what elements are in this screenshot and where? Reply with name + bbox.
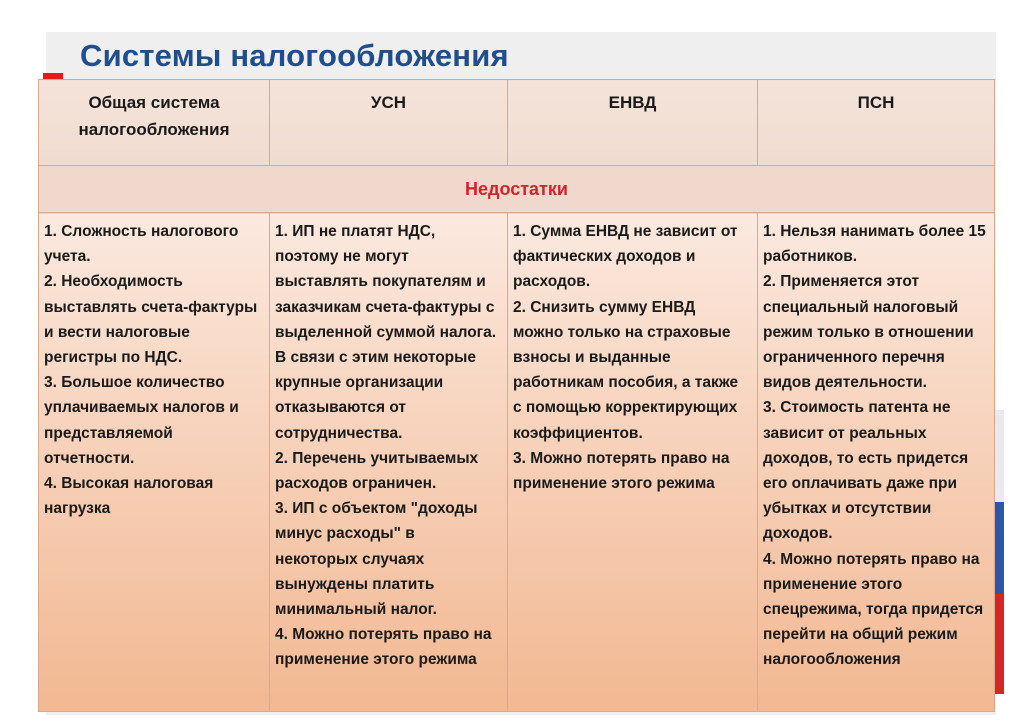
cell-envd-disadvantages: [508, 213, 758, 712]
text-line: доходов.: [763, 525, 833, 543]
text-line: доходов, то есть придется: [763, 449, 969, 467]
text-line: 2. Применяется этот: [763, 273, 920, 291]
tax-systems-table: [38, 79, 995, 712]
text-line: применение этого режима: [275, 651, 477, 669]
text-line: сотрудничества.: [275, 424, 403, 442]
text-line: минус расходы" в: [275, 525, 415, 543]
header-line: налогообложения: [78, 120, 230, 139]
text-line: поэтому не могут: [275, 248, 409, 266]
section-label-disadvantages: Недостатки: [39, 166, 995, 213]
text-line: режим только в отношении: [763, 323, 974, 341]
text-line: 2. Необходимость: [44, 273, 183, 291]
text-line: можно только на страховые: [513, 323, 731, 341]
flag-stripe-blue: [994, 502, 1004, 594]
text-line: 2. Снизить сумму ЕНВД: [513, 298, 696, 316]
header-cell-usn: [270, 80, 508, 166]
page-title: Системы налогообложения: [80, 38, 509, 73]
table-body-row: [39, 213, 995, 712]
text-line: вынуждены платить: [275, 575, 435, 593]
text-line: применение этого режима: [513, 475, 715, 493]
text-line: отчетности.: [44, 449, 135, 467]
text-line: выставлять счета-фактуры: [44, 298, 258, 316]
header-line: ЕНВД: [608, 93, 657, 112]
header-line: УСН: [370, 93, 407, 112]
header-cell-envd: [508, 80, 758, 166]
text-line: 3. Стоимость патента не: [763, 399, 951, 417]
text-line: ограниченного перечня: [763, 349, 945, 367]
text-line: крупные организации: [275, 374, 444, 392]
text-line: некоторых случаях: [275, 550, 425, 568]
text-line: 3. ИП с объектом "доходы: [275, 500, 478, 518]
text-line: 1. Сумма ЕНВД не зависит от: [513, 223, 738, 240]
text-line: 4. Можно потерять право на: [275, 626, 492, 644]
text-line: 4. Высокая налоговая: [44, 475, 214, 493]
header-cell-psn: [758, 80, 995, 166]
text-line: учета.: [44, 248, 91, 266]
text-line: применение этого: [763, 575, 903, 593]
text-line: В связи с этим некоторые: [275, 349, 477, 367]
text-line: нагрузка: [44, 500, 111, 518]
text-line: выделенной суммой налога.: [275, 323, 497, 341]
text-line: регистры по НДС.: [44, 349, 183, 367]
text-line: расходов.: [513, 273, 591, 291]
flag-stripe-white: [994, 410, 1004, 502]
text-line: выставлять покупателям и: [275, 273, 486, 291]
section-row: [39, 166, 995, 213]
text-line: работникам пособия, а также: [513, 374, 739, 392]
text-line: специальный налоговый: [763, 298, 959, 316]
text-line: его оплачивать даже при: [763, 475, 957, 493]
header-line: ПСН: [857, 93, 895, 112]
text-line: 2. Перечень учитываемых: [275, 449, 479, 467]
text-line: уплачиваемых налогов и: [44, 399, 239, 417]
text-line: с помощью корректирующих: [513, 399, 738, 417]
text-line: фактических доходов и: [513, 248, 696, 266]
text-line: 3. Можно потерять право на: [513, 449, 730, 467]
text-line: минимальный налог.: [275, 601, 437, 619]
text-line: работников.: [763, 248, 858, 266]
text-line: и вести налоговые: [44, 323, 190, 341]
text-line: расходов ограничен.: [275, 475, 437, 493]
cell-osno-disadvantages: [39, 213, 270, 712]
text-line: налогообложения: [763, 651, 901, 669]
text-line: 1. Сложность налогового: [44, 223, 239, 240]
text-line: спецрежима, тогда придется: [763, 601, 984, 619]
header-cell-osno: [39, 80, 270, 166]
table-header-row: [39, 80, 995, 166]
text-line: взносы и выданные: [513, 349, 671, 367]
cell-usn-disadvantages: [270, 213, 508, 712]
text-line: отказываются от: [275, 399, 407, 417]
text-line: представляемой: [44, 424, 173, 442]
text-line: коэффициентов.: [513, 424, 643, 442]
text-line: убытках и отсутствии: [763, 500, 932, 518]
text-line: зависит от реальных: [763, 424, 927, 442]
text-line: 4. Можно потерять право на: [763, 550, 980, 568]
flag-stripe-red: [994, 594, 1004, 694]
text-line: 3. Большое количество: [44, 374, 225, 392]
text-line: 1. ИП не платят НДС,: [275, 223, 436, 240]
text-line: заказчикам счета-фактуры с: [275, 298, 495, 316]
text-line: видов деятельности.: [763, 374, 927, 392]
cell-psn-disadvantages: [758, 213, 995, 712]
text-line: перейти на общий режим: [763, 626, 958, 644]
header-line: Общая система: [88, 93, 220, 112]
text-line: 1. Нельзя нанимать более 15: [763, 223, 986, 240]
